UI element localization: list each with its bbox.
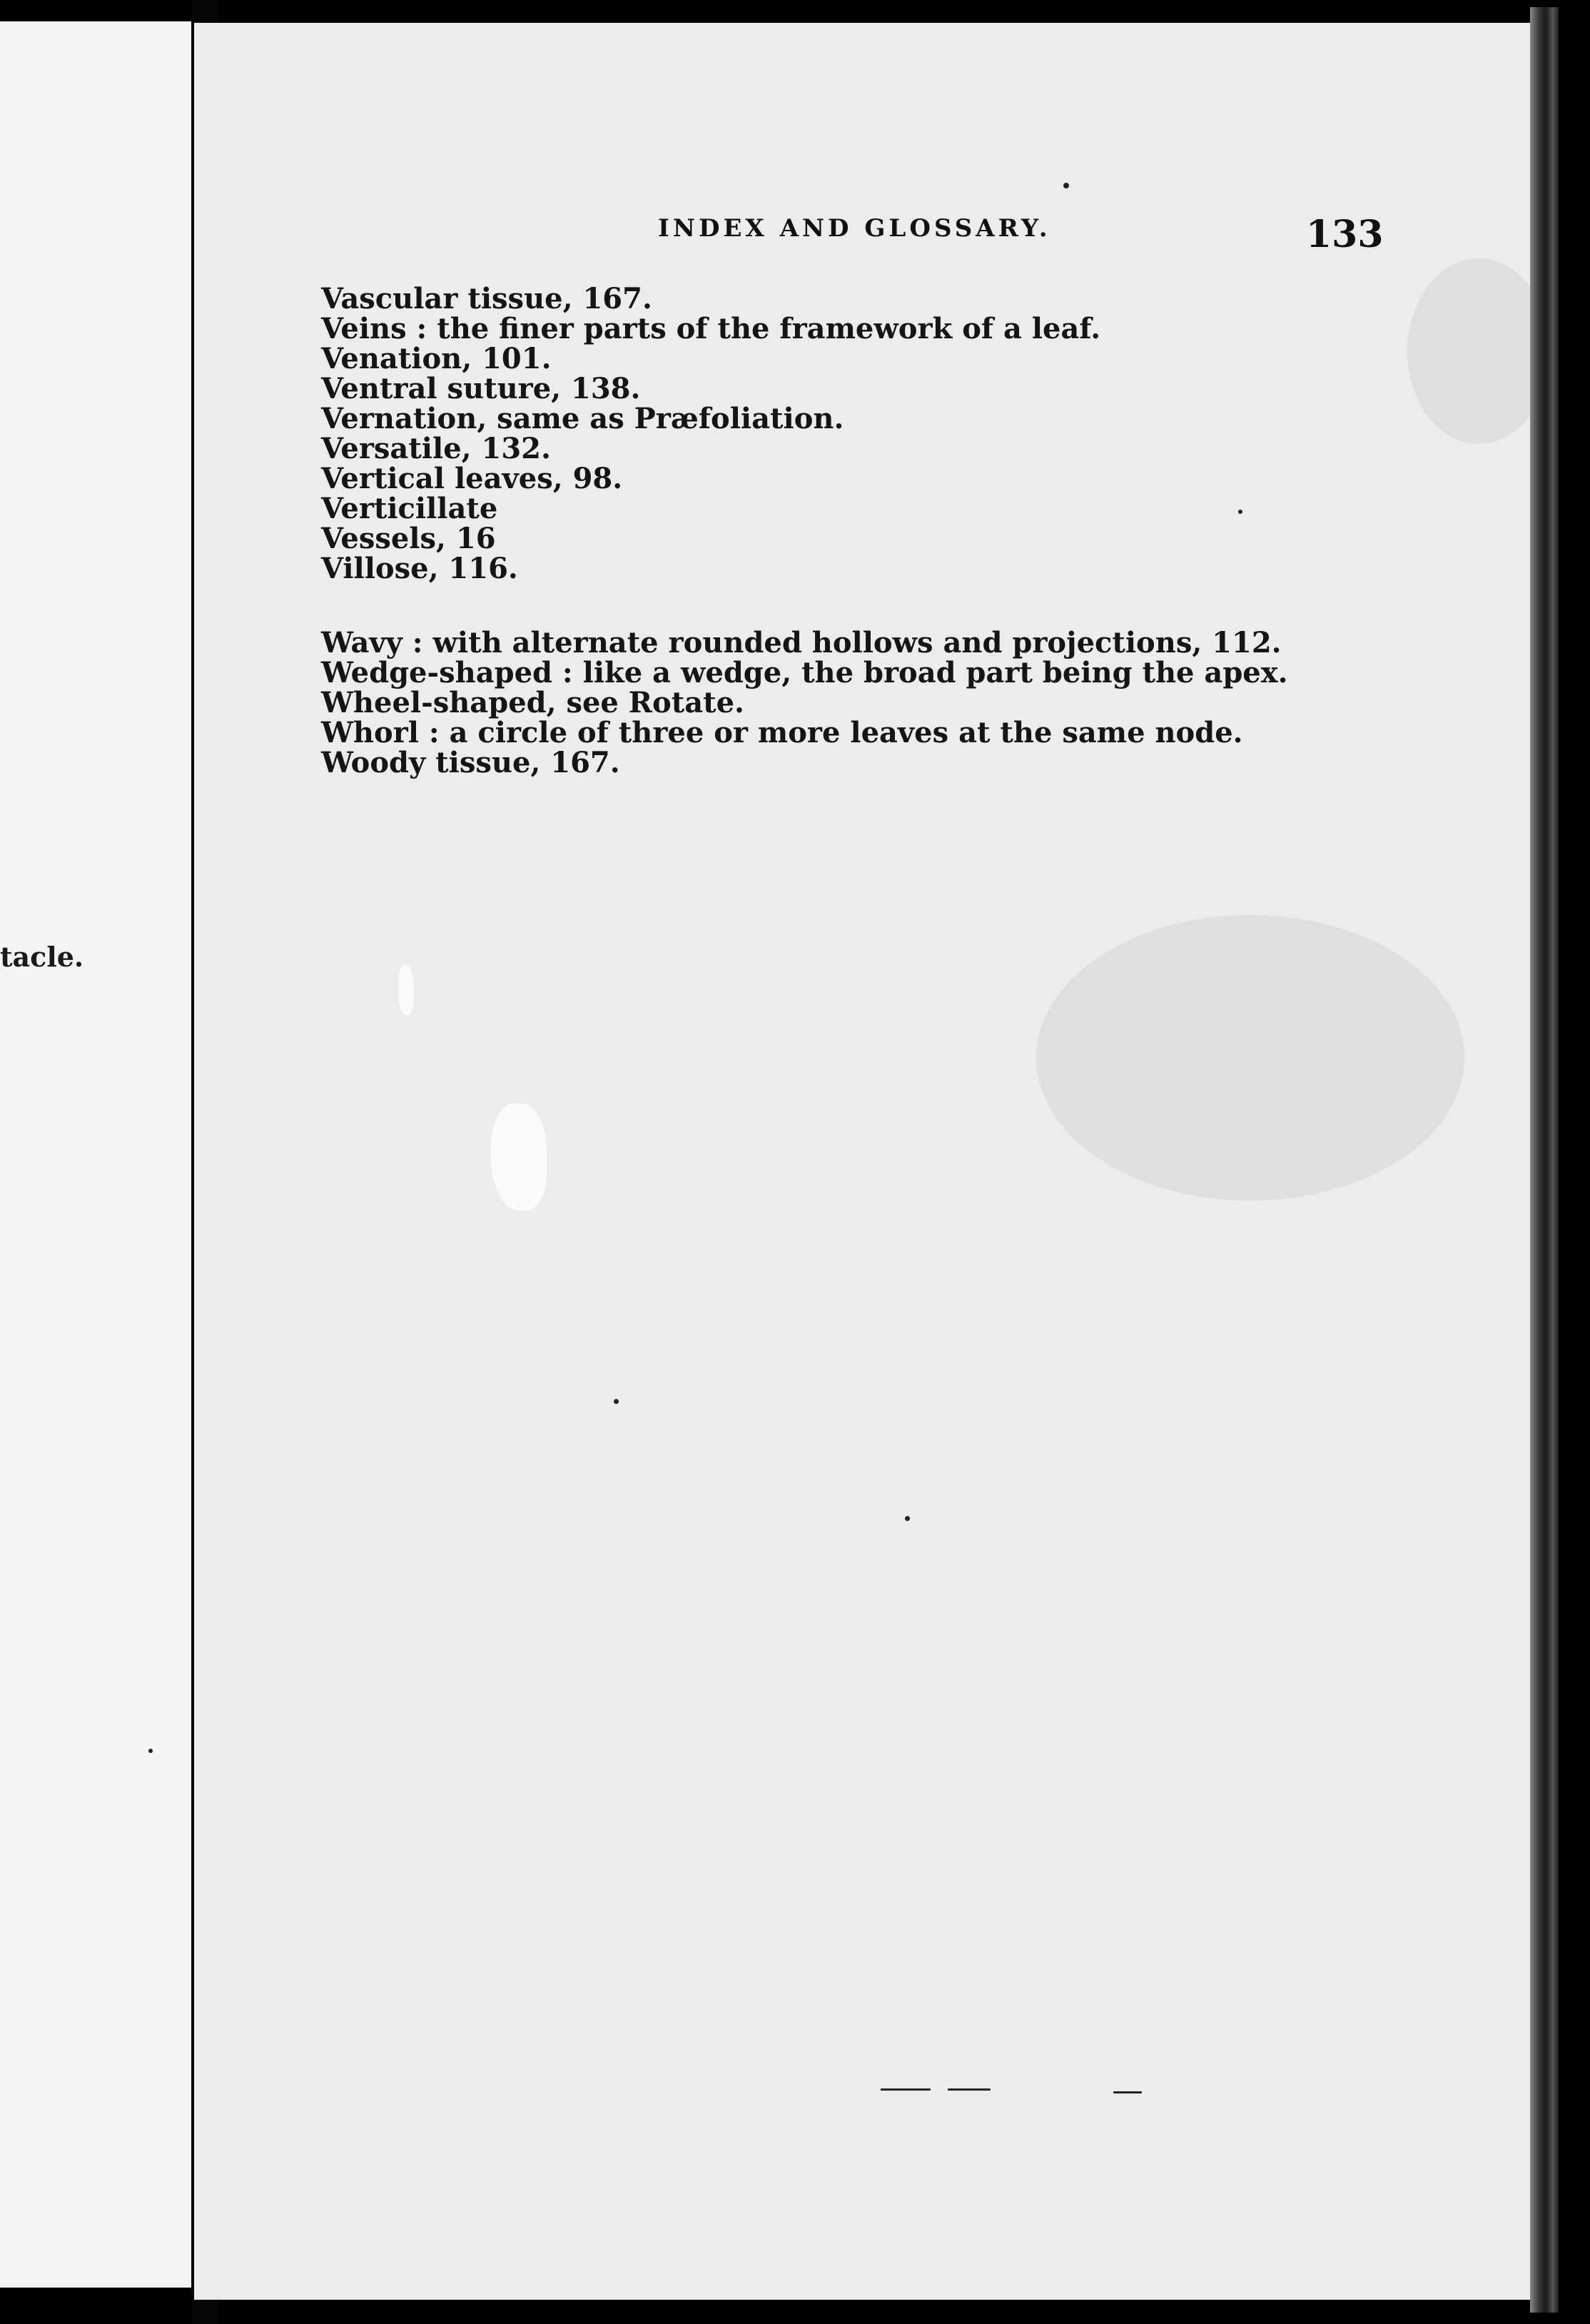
glossary-entry: Ventral suture, 138.	[321, 372, 641, 405]
page-stain	[1036, 915, 1464, 1201]
glossary-entry: Vascular tissue, 167.	[321, 282, 652, 315]
left-page-text-fragment: tacle.	[0, 941, 84, 973]
glossary-entry: Vernation, same as Præfoliation.	[321, 402, 844, 435]
glossary-entries	[321, 284, 1392, 778]
glossary-entry: Verticillate	[321, 492, 498, 525]
glossary-entry: Whorl : a circle of three or more leaves at the same node.	[321, 716, 1243, 749]
scan-speck	[881, 2088, 931, 2091]
paper-blot	[491, 1103, 547, 1211]
page-number: 133	[1306, 213, 1384, 256]
paper-blot	[398, 965, 414, 1015]
left-page	[0, 21, 191, 2288]
scan-speck	[1113, 2091, 1142, 2093]
glossary-entry: Woody tissue, 167.	[321, 746, 620, 779]
scan-speck	[614, 1399, 619, 1404]
glossary-entry: Wedge-shaped : like a wedge, the broad part being the apex.	[321, 656, 1288, 689]
glossary-entry: Vertical leaves, 98.	[321, 462, 623, 495]
page-stain	[1407, 258, 1550, 444]
scan-speck	[148, 1749, 153, 1753]
running-head: INDEX AND GLOSSARY.	[658, 214, 1051, 243]
scan-speck	[1063, 183, 1069, 188]
glossary-entry: Versatile, 132.	[321, 432, 551, 465]
section-gap	[321, 584, 1392, 628]
glossary-entry: Villose, 116.	[321, 552, 518, 585]
glossary-entry: Veins : the finer parts of the framework of a leaf.	[321, 312, 1101, 345]
glossary-entry: Wheel-shaped, see Rotate.	[321, 686, 744, 719]
page-edge	[1530, 7, 1559, 2313]
scan-speck	[948, 2088, 991, 2091]
scan-speck	[1238, 510, 1242, 514]
scan-speck	[905, 1516, 910, 1521]
glossary-entry: Wavy : with alternate rounded hollows and projections, 112.	[321, 626, 1282, 660]
glossary-entry: Venation, 101.	[321, 342, 552, 375]
glossary-entry: Vessels, 16	[321, 522, 496, 555]
